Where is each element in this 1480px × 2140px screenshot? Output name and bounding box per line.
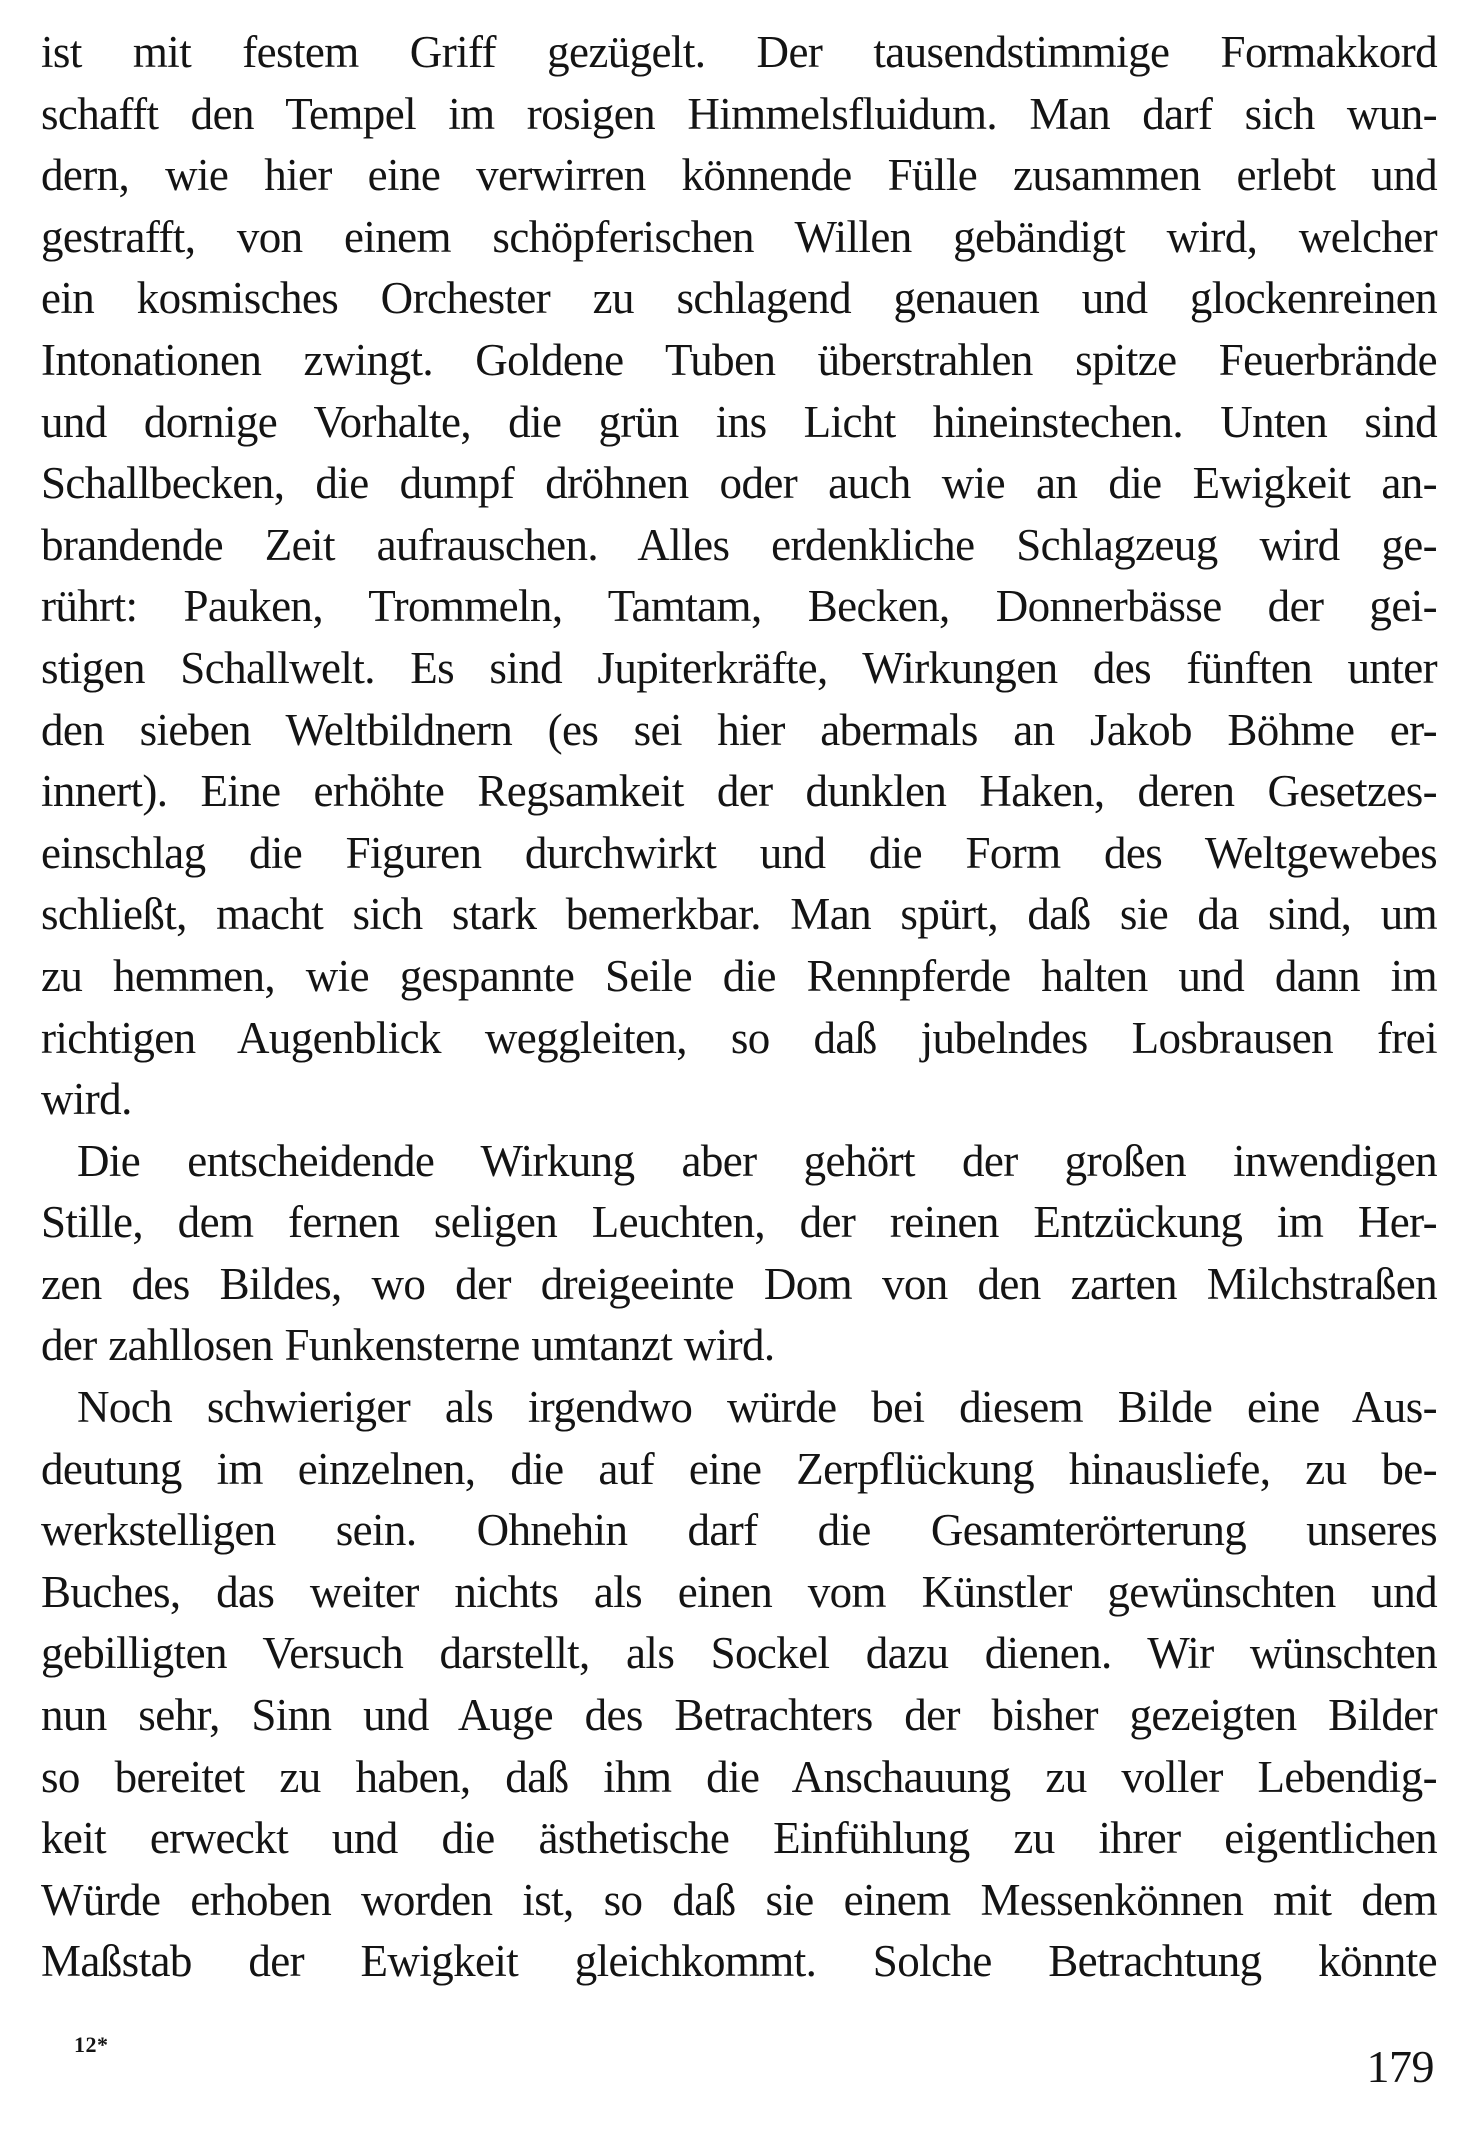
text-line: deutung im einzelnen, die auf eine Zerpflückung hinausliefe, zu be-: [41, 1443, 1437, 1494]
text-line: der zahllosen Funkensterne umtanzt wird.: [41, 1320, 775, 1371]
text-line: nun sehr, Sinn und Auge des Betrachters der bisher gezeigten Bilder: [41, 1690, 1437, 1741]
text-line: den sieben Weltbildnern (es sei hier abermals an Jakob Böhme er-: [41, 704, 1437, 755]
text-line: richtigen Augenblick weggleiten, so daß jubelndes Losbrausen frei: [41, 1012, 1437, 1063]
paragraph-3: [41, 1377, 1437, 1993]
text-line: stigen Schallwelt. Es sind Jupiterkräfte, Wirkungen des fünften unter: [41, 642, 1437, 693]
text-line: ein kosmisches Orchester zu schlagend genauen und glockenreinen: [41, 273, 1437, 324]
text-line: ist mit festem Griff gezügelt. Der tausendstimmige Formakkord: [41, 27, 1437, 77]
text-line: zen des Bildes, wo der dreigeeinte Dom von den zarten Milchstraßen: [41, 1258, 1437, 1309]
text-line: Die entscheidende Wirkung aber gehört der großen inwendigen: [77, 1135, 1437, 1186]
text-line: gebilligten Versuch darstellt, als Sockel dazu dienen. Wir wünschten: [41, 1628, 1437, 1679]
text-line: Schallbecken, die dumpf dröhnen oder auch wie an die Ewigkeit an-: [41, 458, 1437, 509]
text-line: schließt, macht sich stark bemerkbar. Man spürt, daß sie da sind, um: [41, 889, 1437, 940]
text-line: so bereitet zu haben, daß ihm die Anschauung zu voller Lebendig-: [41, 1751, 1437, 1802]
text-line: wird.: [41, 1074, 132, 1125]
paragraph-2: [41, 1131, 1437, 1377]
text-line: innert). Eine erhöhte Regsamkeit der dunklen Haken, deren Gesetzes-: [41, 766, 1437, 817]
text-line: rührt: Pauken, Trommeln, Tamtam, Becken, Donnerbässe der gei-: [41, 581, 1437, 632]
text-line: keit erweckt und die ästhetische Einfühlung zu ihrer eigentlichen: [41, 1813, 1437, 1864]
text-line: zu hemmen, wie gespannte Seile die Rennpferde halten und dann im: [41, 950, 1437, 1001]
page-number: 179: [1366, 2041, 1434, 2092]
text-line: werkstelligen sein. Ohnehin darf die Gesamterörterung unseres: [41, 1505, 1437, 1556]
text-line: dern, wie hier eine verwirren könnende Fülle zusammen erlebt und: [41, 150, 1437, 201]
signature-mark: 12*: [74, 2032, 109, 2057]
text-line: Noch schwieriger als irgendwo würde bei diesem Bilde eine Aus-: [77, 1382, 1437, 1433]
text-line: Maßstab der Ewigkeit gleichkommt. Solche Betrachtung könnte: [41, 1936, 1437, 1987]
text-line: Buches, das weiter nichts als einen vom Künstler gewünschten und: [41, 1566, 1437, 1617]
text-line: brandende Zeit aufrauschen. Alles erdenkliche Schlagzeug wird ge-: [41, 519, 1437, 570]
text-line: gestrafft, von einem schöpferischen Willen gebändigt wird, welcher: [41, 211, 1437, 262]
text-line: einschlag die Figuren durchwirkt und die Form des Weltgewebes: [41, 827, 1437, 878]
body-text: [41, 22, 1437, 1993]
text-line: Intonationen zwingt. Goldene Tuben überstrahlen spitze Feuerbrände: [41, 334, 1437, 385]
text-line: Stille, dem fernen seligen Leuchten, der reinen Entzückung im Her-: [41, 1197, 1437, 1248]
text-line: und dornige Vorhalte, die grün ins Licht hineinstechen. Unten sind: [41, 396, 1437, 447]
text-line: Würde erhoben worden ist, so daß sie einem Messenkönnen mit dem: [41, 1874, 1437, 1925]
text-line: schafft den Tempel im rosigen Himmelsfluidum. Man darf sich wun-: [41, 88, 1437, 139]
paragraph-1: [41, 22, 1437, 1131]
